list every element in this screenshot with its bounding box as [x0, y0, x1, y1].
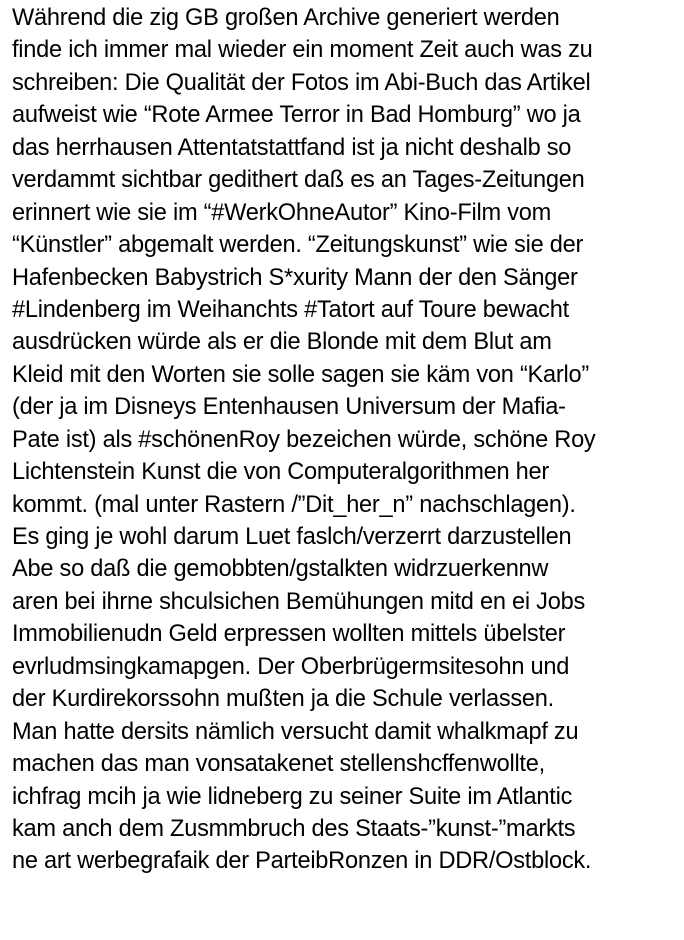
- text-line: Während die zig GB großen Archive generiert werden: [12, 5, 560, 31]
- body-text: [12, 2, 680, 878]
- text-line: Hafenbecken Babystrich S*xurity Mann der den Sänger: [12, 264, 578, 291]
- text-line: (der ja im Disneys Entenhausen Universum der Mafia-: [12, 394, 566, 421]
- text-line: aren bei ihrne shculsichen Bemühungen mitd en ei Jobs: [12, 588, 586, 615]
- text-line: kommt. (mal unter Rastern /”Dit_her_n” nachschlagen).: [12, 491, 576, 518]
- text-line: #Lindenberg im Weihanchts #Tatort auf Toure bewacht: [12, 296, 569, 323]
- text-line: das herrhausen Attentatstattfand ist ja nicht deshalb so: [12, 134, 572, 161]
- text-line: finde ich immer mal wieder ein moment Zeit auch was zu: [12, 37, 593, 64]
- text-line: Abe so daß die gemobbten/gstalkten widrzuerkennw: [12, 556, 549, 583]
- text-line: Es ging je wohl darum Luet faslch/verzerrt darzustellen: [12, 524, 572, 550]
- text-line: machen das man vonsatakenet stellenshcffenwollte,: [12, 751, 545, 778]
- text-line: der Kurdirekorssohn mußten ja die Schule verlassen.: [12, 686, 554, 713]
- text-line: ausdrücken würde als er die Blonde mit dem Blut am: [12, 329, 552, 356]
- text-line: Immobilienudn Geld erpressen wollten mittels übelster: [12, 621, 566, 648]
- text-line: aufweist wie “Rote Armee Terror in Bad Homburg” wo ja: [12, 102, 581, 129]
- text-line: erinnert wie sie im “#WerkOhneAutor” Kino-Film vom: [12, 199, 552, 226]
- text-line: ne art werbegrafaik der ParteibRonzen in DDR/Ostblock.: [12, 848, 592, 875]
- text-line: evrludmsingkamapgen. Der Oberbrügermsitesohn und: [12, 653, 570, 680]
- text-line: schreiben: Die Qualität der Fotos im Abi-Buch das Artikel: [12, 69, 591, 96]
- text-line: Man hatte dersits nämlich versucht damit whalkmapf zu: [12, 718, 579, 745]
- text-line: “Künstler” abgemalt werden. “Zeitungskunst” wie sie der: [12, 232, 584, 259]
- text-line: ichfrag mcih ja wie lidneberg zu seiner Suite im Atlantic: [12, 783, 573, 810]
- text-line: Kleid mit den Worten sie solle sagen sie käm von “Karlo”: [12, 361, 589, 388]
- text-line: Lichtenstein Kunst die von Computeralgorithmen her: [12, 459, 550, 486]
- text-line: Pate ist) als #schönenRoy bezeichen würde, schöne Roy: [12, 426, 596, 453]
- text-line: verdammt sichtbar gedithert daß es an Tages-Zeitungen: [12, 167, 585, 194]
- text-line: kam anch dem Zusmmbruch des Staats-”kunst-”markts: [12, 815, 576, 842]
